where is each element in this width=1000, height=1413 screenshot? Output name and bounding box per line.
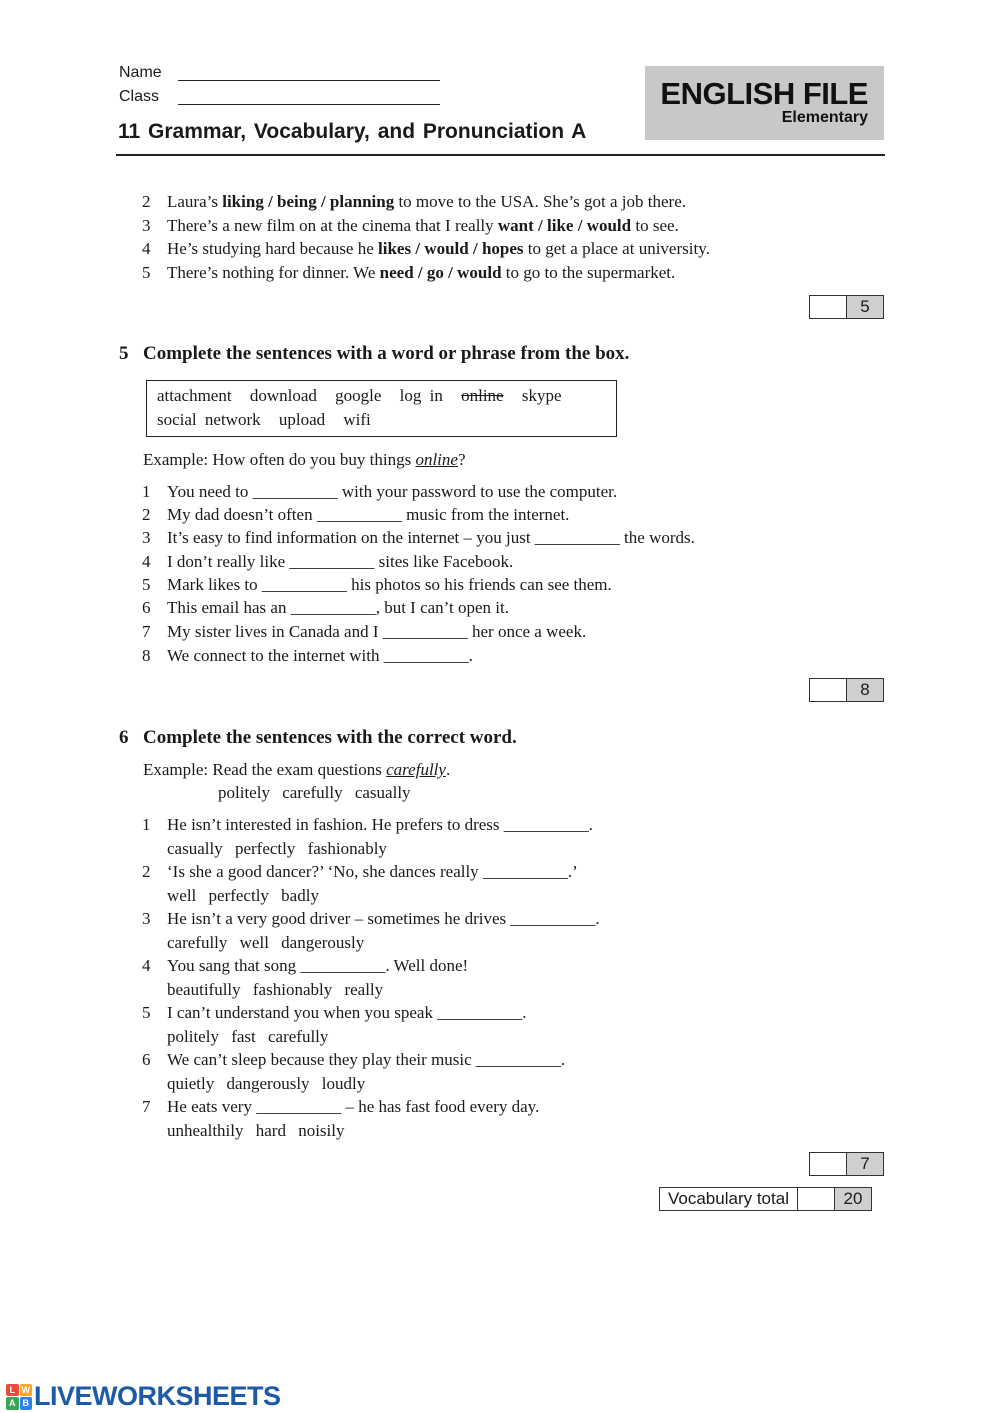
- word-options[interactable]: politely fast carefully: [167, 1027, 329, 1046]
- choice-options[interactable]: likes / would / hopes: [378, 239, 524, 258]
- list-item: Laura’s liking / being / planning to move to the USA. She’s got a job there.: [167, 192, 687, 211]
- section5-title: 5 Complete the sentences with a word or phrase from the box.: [119, 343, 630, 364]
- score-box-section5: [809, 678, 884, 702]
- word-box-item: google: [335, 386, 382, 405]
- list-item[interactable]: You need to __________ with your password to use the computer.: [167, 482, 618, 501]
- word-options[interactable]: carefully well dangerously: [167, 933, 365, 952]
- word-box-row: [157, 386, 572, 406]
- word-box-item: attachment: [157, 386, 232, 405]
- list-item[interactable]: I don’t really like __________ sites like Facebook.: [167, 552, 514, 571]
- vocabulary-total-label: Vocabulary total: [660, 1188, 798, 1210]
- item-number: 3: [142, 909, 151, 928]
- liveworksheets-logo-icon: L W A B: [6, 1384, 32, 1410]
- word-options[interactable]: beautifully fashionably really: [167, 980, 384, 999]
- choice-options[interactable]: liking / being / planning: [222, 192, 395, 211]
- word-box-item-used: online: [461, 386, 504, 405]
- list-item: He’s studying hard because he likes / would / hopes to get a place at university.: [167, 239, 710, 258]
- word-box-item: social network: [157, 410, 261, 429]
- section6-example: Example: Read the exam questions carefully.: [143, 760, 451, 779]
- name-field[interactable]: [178, 63, 440, 81]
- list-item: There’s nothing for dinner. We need / go / would to go to the supermarket.: [167, 263, 676, 282]
- list-item[interactable]: He eats very __________ – he has fast food every day.: [167, 1097, 540, 1116]
- item-number: 1: [142, 815, 151, 834]
- item-number: 4: [142, 956, 151, 975]
- list-item[interactable]: He isn’t a very good driver – sometimes he drives __________.: [167, 909, 600, 928]
- item-number: 1: [142, 482, 151, 501]
- score-max: 8: [847, 679, 883, 701]
- choice-options[interactable]: need / go / would: [379, 263, 502, 282]
- item-number: 4: [142, 239, 151, 258]
- item-number: 3: [142, 528, 151, 547]
- list-item[interactable]: Mark likes to __________ his photos so his friends can see them.: [167, 575, 612, 594]
- word-box-item: download: [249, 386, 317, 405]
- list-item[interactable]: He isn’t interested in fashion. He prefers to dress __________.: [167, 815, 594, 834]
- example-answer: carefully: [386, 760, 446, 779]
- item-number: 2: [142, 505, 151, 524]
- name-label: Name: [119, 64, 162, 81]
- item-number: 8: [142, 646, 151, 665]
- list-item[interactable]: This email has an __________, but I can’t open it.: [167, 598, 509, 617]
- word-options[interactable]: casually perfectly fashionably: [167, 839, 387, 858]
- brand-box: [645, 66, 884, 140]
- score-box-section6: [809, 1152, 884, 1176]
- score-max: 5: [847, 296, 883, 318]
- list-item[interactable]: My sister lives in Canada and I __________ her once a week.: [167, 622, 587, 641]
- item-number: 6: [142, 598, 151, 617]
- page-title: 11 Grammar, Vocabulary, and Pronunciation A: [118, 120, 587, 143]
- score-max: 20: [835, 1188, 871, 1210]
- brand-title: ENGLISH FILE: [660, 76, 868, 111]
- word-box: [146, 380, 617, 437]
- liveworksheets-logo[interactable]: [6, 1381, 281, 1412]
- item-number: 5: [142, 263, 151, 282]
- item-number: 5: [142, 1003, 151, 1022]
- word-box-item: upload: [278, 410, 326, 429]
- class-field[interactable]: [178, 87, 440, 105]
- list-item[interactable]: We connect to the internet with __________.: [167, 646, 473, 665]
- liveworksheets-logo-text: LIVEWORKSHEETS: [34, 1381, 281, 1411]
- item-number: 5: [142, 575, 151, 594]
- class-label: Class: [119, 88, 160, 105]
- word-box-item: skype: [521, 386, 562, 405]
- score-input[interactable]: [810, 679, 847, 701]
- item-number: 2: [142, 862, 151, 881]
- score-input[interactable]: [810, 296, 847, 318]
- score-input[interactable]: [810, 1153, 847, 1175]
- list-item: There’s a new film on at the cinema that I really want / like / would to see.: [167, 216, 679, 235]
- item-number: 7: [142, 1097, 151, 1116]
- section5-example: Example: How often do you buy things online?: [143, 450, 466, 469]
- header-divider: [116, 154, 885, 156]
- vocabulary-total-box: [659, 1187, 872, 1211]
- choice-options[interactable]: want / like / would: [497, 216, 632, 235]
- list-item[interactable]: You sang that song __________. Well done!: [167, 956, 469, 975]
- word-options[interactable]: quietly dangerously loudly: [167, 1074, 366, 1093]
- section6-title: 6 Complete the sentences with the correct word.: [119, 727, 517, 748]
- word-options[interactable]: well perfectly badly: [167, 886, 319, 905]
- item-number: 6: [142, 1050, 151, 1069]
- example-options: politely carefully casually: [218, 783, 411, 802]
- item-number: 2: [142, 192, 151, 211]
- score-max: 7: [847, 1153, 883, 1175]
- list-item[interactable]: I can’t understand you when you speak __________.: [167, 1003, 527, 1022]
- word-options[interactable]: unhealthily hard noisily: [167, 1121, 345, 1140]
- item-number: 7: [142, 622, 151, 641]
- score-input[interactable]: [798, 1188, 835, 1210]
- list-item[interactable]: ‘Is she a good dancer?’ ‘No, she dances really __________.’: [167, 862, 578, 881]
- example-answer: online: [415, 450, 458, 469]
- item-number: 4: [142, 552, 151, 571]
- list-item[interactable]: It’s easy to find information on the internet – you just __________ the words.: [167, 528, 695, 547]
- word-box-row: [157, 410, 381, 430]
- word-box-item: wifi: [343, 410, 371, 429]
- list-item[interactable]: We can’t sleep because they play their music __________.: [167, 1050, 566, 1069]
- word-box-item: log in: [399, 386, 443, 405]
- brand-subtitle: Elementary: [781, 109, 868, 126]
- score-box-section4: [809, 295, 884, 319]
- item-number: 3: [142, 216, 151, 235]
- list-item[interactable]: My dad doesn’t often __________ music from the internet.: [167, 505, 570, 524]
